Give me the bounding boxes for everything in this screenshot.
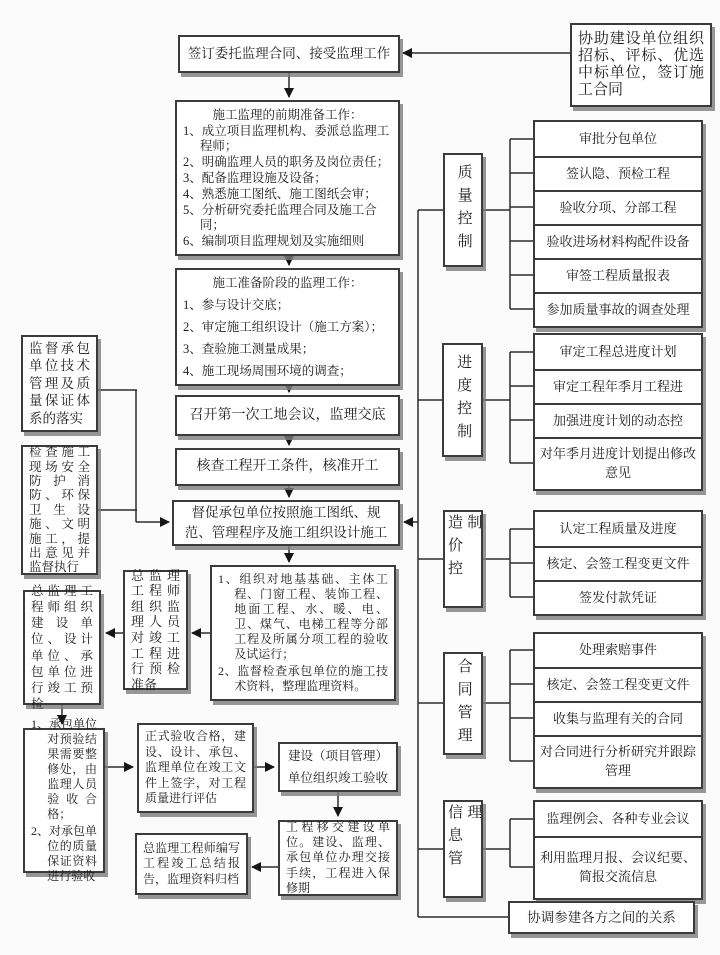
information-management-items — [533, 800, 703, 900]
node-prelim-prep-item: 3、配备监理设施及设备； — [183, 170, 327, 185]
node-supervise-construction-label: 督促承包单位按照施工图纸、规范、管理程序及施工组织设计施工 — [184, 505, 388, 540]
node-check-commencement — [175, 448, 400, 486]
node-formal-acceptance-label: 正式验收合格，建设、设计、承包、监理单位在竣工文件上签字，对工程质量进行评估 — [145, 729, 246, 806]
schedule-control-items — [533, 333, 703, 491]
control-group-contract-label: 合同管理 — [455, 657, 472, 750]
node-supervise-construction — [172, 500, 400, 546]
stack-item: 签发付款凭证 — [535, 580, 701, 614]
control-group-schedule — [442, 343, 483, 457]
node-first-site-meeting-label: 召开第一次工地会议，监理交底 — [189, 407, 386, 423]
node-site-safety-check-label: 检查施工现场安全防护消防、环保卫生设施、文明施工，提出意见并监督执行 — [29, 445, 90, 575]
node-rectify-and-accept-item: 1、承包单位对预验结果需要整修处，由监理人员验收合格； — [31, 717, 98, 821]
stack-item: 核定、会签工程变更文件 — [535, 546, 701, 580]
stack-item: 加强进度计划的动态控 — [535, 403, 701, 437]
stack-item: 签认隐、预检工程 — [535, 156, 701, 190]
node-final-report — [135, 833, 248, 895]
node-rectify-and-accept-item: 2、对承包单位的质量保证资料进行验收 — [31, 824, 98, 883]
node-prelim-prep-title: 施工监理的前期准备工作： — [212, 107, 363, 122]
node-works-acceptance-item: 2、监督检查承包单位的施工技术资料，整理监理资料。 — [218, 664, 388, 693]
node-works-acceptance-item: 1、组织对地基基础、主体工程、门窗工程、装饰工程、地面工程、水、暖、电、卫、煤气、电梯工程等分部工程及所属分项工程的验收及试运行； — [218, 572, 388, 661]
node-prelim-prep-item: 5、分析研究委托监理合同及施工合同； — [183, 202, 377, 232]
node-prep-stage-title: 施工准备阶段的监理工作： — [212, 276, 363, 290]
quality-control-items — [533, 120, 703, 328]
stack-item: 利用监理月报、会议纪要、简报交流信息 — [535, 836, 701, 898]
control-group-cost — [443, 510, 483, 608]
control-group-quality — [443, 153, 483, 267]
control-group-quality-label: 质量控制 — [455, 164, 472, 256]
stack-item: 审批分包单位 — [578, 130, 657, 146]
node-pre-inspection-prepare — [123, 567, 188, 692]
node-assist-bidding — [570, 23, 712, 107]
node-prelim-prep — [175, 100, 400, 256]
stack-item: 认定工程质量及进度 — [559, 520, 677, 536]
control-group-information — [443, 800, 483, 898]
stack-item: 审签工程质量报表 — [535, 258, 701, 292]
stack-item: 审定工程总进度计划 — [559, 343, 677, 359]
node-pre-inspection-organize-label: 总监理工程师组织建设单位、设计单位、承包单位进行竣工预检 — [31, 583, 93, 712]
node-rectify-and-accept — [23, 717, 105, 883]
control-group-information-label: 信息管理 — [446, 804, 482, 873]
node-check-commencement-label: 核查工程开工条件，核准开工 — [196, 459, 379, 475]
node-prep-stage-item: 4、施工现场周围环境的调查； — [183, 364, 352, 378]
node-prelim-prep-item: 1、成立项目监理机构、委派总监理工程师； — [183, 123, 390, 153]
node-coordinate-parties — [508, 901, 695, 934]
control-group-cost-label: 造价控制 — [446, 514, 482, 583]
stack-item: 监理例会、各种专业会议 — [546, 810, 690, 826]
node-first-site-meeting — [175, 395, 400, 436]
node-qa-system-supervision — [21, 335, 98, 432]
node-assist-bidding-label: 协助建设单位组织招标、评标、优选中标单位，签订施工合同 — [578, 30, 704, 99]
stack-item: 对合同进行分析研究并跟踪管理 — [535, 735, 701, 787]
node-handover — [278, 820, 398, 896]
stack-item: 处理索赔事件 — [578, 642, 657, 658]
stack-item: 验收进场材料构配件设备 — [535, 224, 701, 258]
node-pre-inspection-organize — [23, 583, 101, 712]
node-sign-contract-label: 签订委托监理合同、接受监理工作 — [187, 46, 391, 62]
node-site-safety-check — [21, 445, 98, 575]
stack-item: 审定工程年季月工程进 — [535, 369, 701, 403]
stack-item: 对年季月进度计划提出修改意见 — [535, 437, 701, 489]
stack-item: 核定、会签工程变更文件 — [535, 667, 701, 701]
node-prep-stage-item: 2、审定施工组织设计（施工方案）； — [183, 320, 384, 334]
node-owner-acceptance — [278, 742, 398, 792]
control-group-schedule-label: 进度控制 — [455, 354, 472, 446]
stack-item: 收集与监理有关的合同 — [535, 701, 701, 735]
node-prelim-prep-item: 6、编制项目监理规划及实施细则 — [183, 233, 365, 248]
node-owner-acceptance-label: 建设（项目管理）单位组织竣工验收 — [287, 748, 388, 785]
control-group-contract — [443, 652, 483, 755]
cost-control-items — [533, 510, 703, 616]
node-prep-stage — [175, 268, 400, 386]
stack-item: 参加质量事故的调查处理 — [535, 292, 701, 326]
stack-item: 验收分项、分部工程 — [535, 190, 701, 224]
contract-management-items — [533, 632, 703, 789]
node-works-acceptance — [210, 565, 396, 701]
node-pre-inspection-prepare-label: 总监理工程师组织监理人员对竣工工程进行预检准备 — [131, 567, 180, 692]
node-handover-label: 工程移交建设单位。建设、监理、承包单位办理交接手续，工程进入保修期 — [286, 819, 390, 896]
node-final-report-label: 总监理工程师编写工程竣工总结报告，监理资料归档 — [143, 840, 240, 886]
node-sign-contract — [178, 35, 400, 73]
node-qa-system-supervision-label: 监督承包单位技术管理及质量保证体系的落实 — [29, 340, 90, 426]
node-prelim-prep-item: 2、明确监理人员的职务及岗位责任； — [183, 154, 390, 169]
node-coordinate-parties-label: 协调参建各方之间的关系 — [527, 909, 676, 925]
node-prep-stage-item: 3、查验施工测量成果； — [183, 342, 315, 356]
node-prelim-prep-item: 4、熟悉施工图纸、施工图纸会审； — [183, 186, 377, 201]
node-formal-acceptance — [137, 723, 254, 813]
node-prep-stage-item: 1、参与设计交底； — [183, 298, 290, 312]
